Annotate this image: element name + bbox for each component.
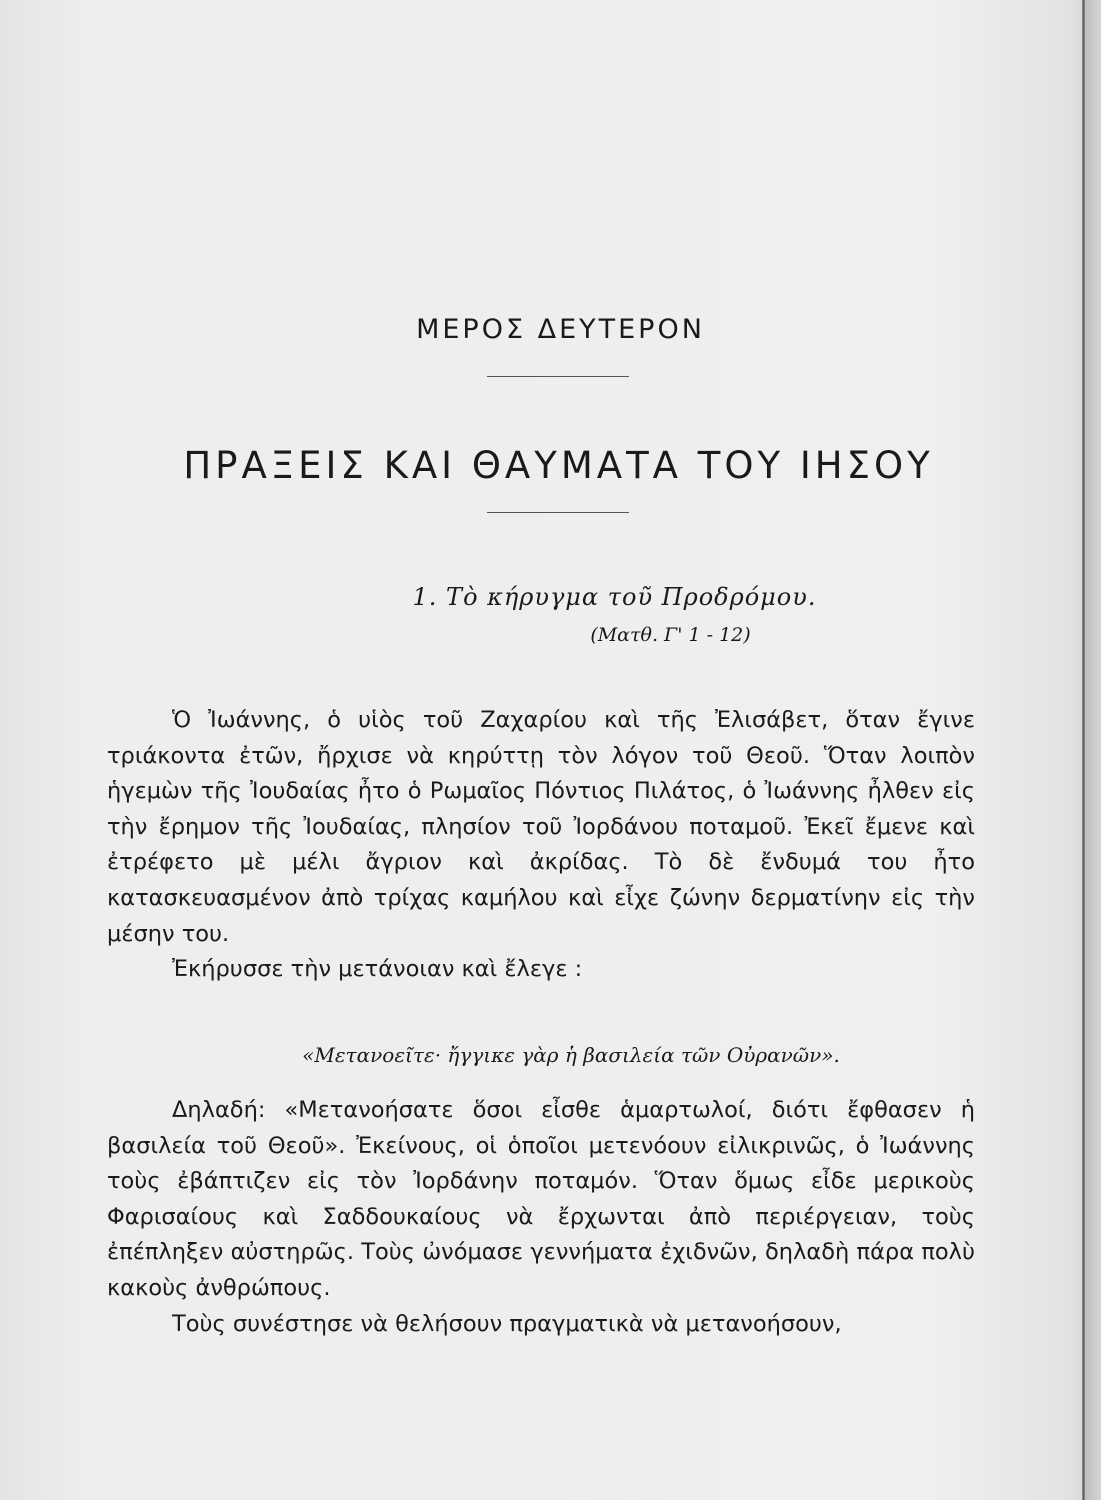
scripture-quote: «Μετανοεῖτε· ἤγγικε γὰρ ἡ βασιλεία τῶν Οὐρανῶν». xyxy=(302,1043,840,1067)
body-text-section xyxy=(107,1093,975,1342)
paragraph: Δηλαδή: «Μετανοήσατε ὅσοι εἶσθε ἁμαρτωλοί, διότι ἔφθασεν ἡ βασιλεία τοῦ Θεοῦ». Ἐκείνους, οἱ ὁποῖοι μετενόουν εἰλικρινῶς, ὁ Ἰωάννης τοὺς ἐβάπτιζεν εἰς τὸν Ἰορδάνην ποταμόν. Ὅταν ὅμως εἶδε μερικοὺς Φαρισαίους καὶ Σαδδουκαίους νὰ ἔρχωνται ἀπὸ περιέργειαν, τοὺς ἐπέπληξεν αὐστηρῶς. Τοὺς ὠνόμασε γεννήματα ἐχιδνῶν, δηλαδὴ πάρα πολὺ κακοὺς ἀνθρώπους. xyxy=(107,1097,975,1301)
main-title: ΠΡΑΞΕΙΣ ΚΑΙ ΘΑΥΜΑΤΑ ΤΟΥ ΙΗΣΟΥ xyxy=(183,444,934,487)
divider-rule xyxy=(487,376,629,377)
paragraph: Ὁ Ἰωάννης, ὁ υἱὸς τοῦ Ζαχαρίου καὶ τῆς Ἐλισάβετ, ὅταν ἔγινε τριάκοντα ἐτῶν, ἤρχισε νὰ κηρύττῃ τὸν λόγον τοῦ Θεοῦ. Ὅταν λοιπὸν ἡγεμὼν τῆς Ἰουδαίας ἦτο ὁ Ρωμαῖος Πόντιος Πιλάτος, ὁ Ἰωάννης ἦλθεν εἰς τὴν ἔρημον τῆς Ἰουδαίας, πλησίον τοῦ Ἰορδάνου ποταμοῦ. Ἐκεῖ ἔμενε καὶ ἐτρέφετο μὲ μέλι ἄγριον καὶ ἀκρίδας. Τὸ δὲ ἔνδυμά του ἦτο κατασκευασμένον ἀπὸ τρίχας καμήλου καὶ εἶχε ζώνην δερματίνην εἰς τὴν μέσην του. xyxy=(107,707,975,947)
chapter-reference: (Ματθ. Γ' 1 - 12) xyxy=(590,624,751,646)
page-edge-shadow xyxy=(1085,0,1101,1500)
paragraph: Τοὺς συνέστησε νὰ θελήσουν πραγματικὰ νὰ μετανοήσουν, xyxy=(172,1310,842,1337)
body-text-section xyxy=(107,703,975,988)
paragraph: Ἐκήρυσσε τὴν μετάνοιαν καὶ ἔλεγε : xyxy=(172,956,583,983)
part-title: ΜΕΡΟΣ ΔΕΥΤΕΡΟΝ xyxy=(416,314,705,345)
chapter-title: 1. Τὸ κήρυγμα τοῦ Προδρόμου. xyxy=(412,583,817,611)
divider-rule xyxy=(487,512,629,513)
